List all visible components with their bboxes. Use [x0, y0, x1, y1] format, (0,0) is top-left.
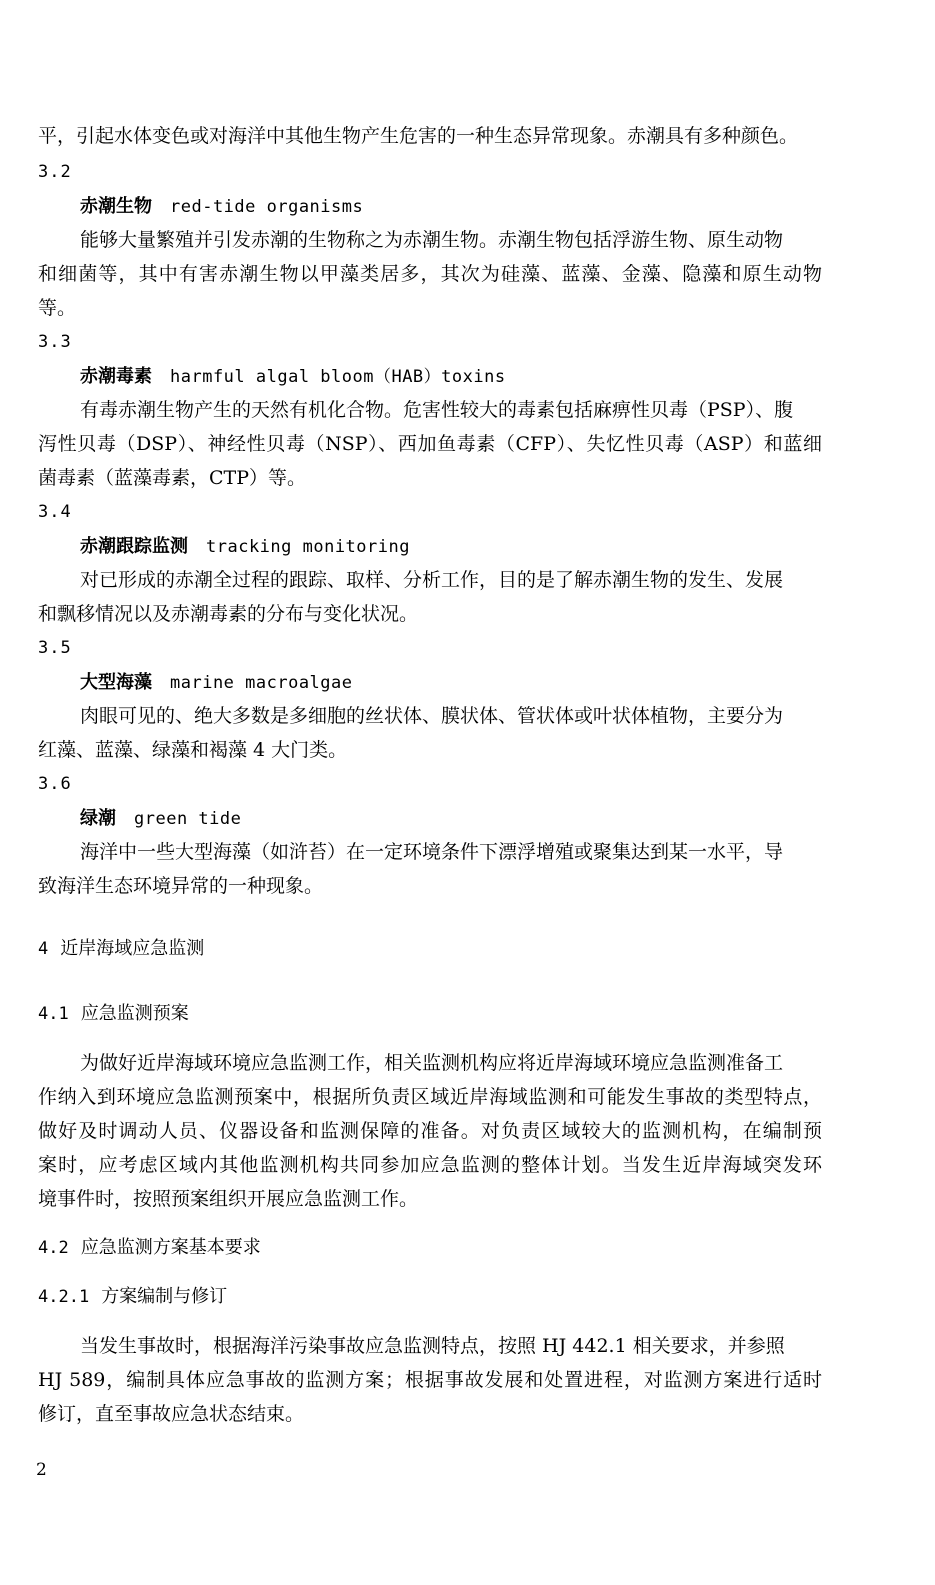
heading-number: 4.2: [38, 1238, 69, 1258]
heading-title: 近岸海域应急监测: [60, 938, 205, 959]
paragraph-line: 作纳入到环境应急监测预案中，根据所负责区域近岸海域监测和可能发生事故的类型特点，: [38, 1086, 822, 1108]
definition-line: 红藻、蓝藻、绿藻和褐藻 4 大门类。: [38, 739, 348, 761]
definition-line: 肉眼可见的、绝大多数是多细胞的丝状体、膜状体、管状体或叶状体植物，主要分为: [80, 705, 784, 727]
term-english: tracking monitoring: [206, 537, 410, 557]
definition-line: 致海洋生态环境异常的一种现象。: [38, 875, 324, 897]
section-heading-4-1: [38, 1002, 189, 1026]
section-number-3-3: 3.3: [38, 332, 72, 352]
paragraph-line: 境事件时，按照预案组织开展应急监测工作。: [38, 1188, 419, 1210]
definition-line: 有毒赤潮生物产生的天然有机化合物。危害性较大的毒素包括麻痹性贝毒（PSP）、腹: [80, 399, 794, 421]
heading-title: 应急监测预案: [80, 1003, 189, 1024]
paragraph-line: 做好及时调动人员、仪器设备和监测保障的准备。对负责区域较大的监测机构，在编制预: [38, 1120, 822, 1142]
definition-line: 能够大量繁殖并引发赤潮的生物称之为赤潮生物。赤潮生物包括浮游生物、原生动物: [80, 229, 784, 251]
section-heading-4: [38, 937, 204, 961]
definition-line: 泻性贝毒（DSP）、神经性贝毒（NSP）、西加鱼毒素（CFP）、失忆性贝毒（ASP）和蓝细: [38, 433, 822, 455]
paragraph-line: 平，引起水体变色或对海洋中其他生物产生危害的一种生态异常现象。赤潮具有多种颜色。: [38, 125, 799, 147]
paragraph-line: 当发生事故时，根据海洋污染事故应急监测特点，按照 HJ 442.1 相关要求，并参照: [80, 1335, 785, 1357]
section-number-3-5: 3.5: [38, 638, 72, 658]
definition-line: 海洋中一些大型海藻（如浒苔）在一定环境条件下漂浮增殖或聚集达到某一水平，导: [80, 841, 784, 863]
term-chinese: 大型海藻: [80, 672, 152, 693]
term-3-3: [80, 364, 506, 389]
heading-number: 4.2.1: [38, 1287, 90, 1307]
page-number: 2: [36, 1460, 47, 1480]
term-chinese: 赤潮跟踪监测: [80, 536, 188, 557]
section-number-3-6: 3.6: [38, 774, 72, 794]
definition-line: 和飘移情况以及赤潮毒素的分布与变化状况。: [38, 603, 419, 625]
term-chinese: 绿潮: [80, 808, 116, 829]
term-english: marine macroalgae: [170, 673, 353, 693]
term-english: harmful algal bloom（HAB）toxins: [170, 367, 506, 387]
section-number-3-4: 3.4: [38, 502, 72, 522]
paragraph-line: 为做好近岸海域环境应急监测工作，相关监测机构应将近岸海域环境应急监测准备工: [80, 1052, 784, 1074]
section-heading-4-2-1: [38, 1285, 227, 1309]
paragraph-line: 案时，应考虑区域内其他监测机构共同参加应急监测的整体计划。当发生近岸海域突发环: [38, 1154, 822, 1176]
heading-number: 4: [38, 939, 49, 959]
definition-line: 对已形成的赤潮全过程的跟踪、取样、分析工作，目的是了解赤潮生物的发生、发展: [80, 569, 784, 591]
heading-number: 4.1: [38, 1004, 69, 1024]
term-chinese: 赤潮生物: [80, 196, 152, 217]
term-english: red-tide organisms: [170, 197, 364, 217]
heading-title: 应急监测方案基本要求: [80, 1237, 261, 1258]
heading-title: 方案编制与修订: [101, 1286, 228, 1307]
paragraph-line: 修订，直至事故应急状态结束。: [38, 1403, 305, 1425]
section-number-3-2: 3.2: [38, 162, 72, 182]
definition-line: 和细菌等，其中有害赤潮生物以甲藻类居多，其次为硅藻、蓝藻、金藻、隐藻和原生动物: [38, 263, 822, 285]
term-3-4: [80, 534, 410, 559]
paragraph-line: HJ 589，编制具体应急事故的监测方案；根据事故发展和处置进程，对监测方案进行适时: [38, 1369, 822, 1391]
definition-line: 菌毒素（蓝藻毒素，CTP）等。: [38, 467, 306, 489]
term-english: green tide: [134, 809, 242, 829]
term-3-2: [80, 194, 363, 219]
term-3-5: [80, 670, 353, 695]
section-heading-4-2: [38, 1236, 261, 1260]
term-chinese: 赤潮毒素: [80, 366, 152, 387]
term-3-6: [80, 806, 241, 831]
definition-line: 等。: [38, 297, 77, 319]
